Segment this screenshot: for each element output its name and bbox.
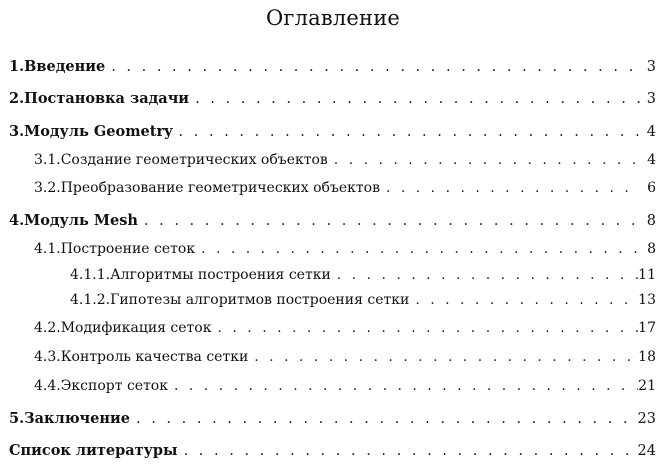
toc-entry-number: 4.3. (34, 349, 61, 365)
dot-leader (134, 411, 638, 427)
toc-entry-number: 4.1. (34, 241, 61, 257)
dot-leader (335, 267, 638, 283)
toc-entry-label: Преобразование геометрических объектов (60, 180, 380, 196)
dot-leader (216, 320, 639, 336)
toc-entry-mesh-module[interactable] (0, 212, 656, 234)
dot-leader (177, 124, 640, 140)
toc-entry-bibliography[interactable] (0, 442, 656, 464)
toc-entry-number: 5. (9, 410, 25, 427)
toc-entry-label: Контроль качества сетки (60, 349, 249, 365)
toc-entry-label: Модуль Mesh (24, 212, 138, 229)
toc-entry-mesh-building[interactable] (0, 241, 656, 263)
dot-leader (413, 292, 638, 308)
toc-entry-page: 18 (638, 349, 656, 365)
toc-entry-label: Экспорт сеток (60, 378, 168, 394)
dot-leader (109, 59, 640, 75)
dot-leader (142, 213, 640, 229)
toc-entry-number: 3.2. (34, 180, 61, 196)
toc-entry-page: 17 (638, 320, 656, 336)
toc-entry-page: 3 (646, 91, 656, 107)
toc-entry-page: 4 (646, 124, 656, 140)
dot-leader (172, 378, 638, 394)
toc-entry-number: 2. (9, 90, 25, 107)
toc-entry-mesh-export[interactable] (0, 378, 656, 400)
toc-entry-page: 23 (637, 411, 656, 427)
toc-entry-label: Модификация сеток (60, 320, 212, 336)
toc-entry-label: Гипотезы алгоритмов построения сетки (110, 292, 410, 308)
toc-entry-geometry-creation[interactable] (0, 152, 656, 174)
toc-entry-number: 4. (9, 212, 25, 229)
toc-entry-page: 24 (637, 443, 656, 459)
toc-entry-algorithm-hypotheses[interactable] (0, 292, 656, 314)
toc-entry-conclusion[interactable] (0, 410, 656, 432)
toc-entry-page: 11 (638, 267, 656, 283)
toc-entry-page: 6 (647, 180, 656, 196)
toc-entry-label: Построение сеток (60, 241, 196, 257)
toc-entry-introduction[interactable] (0, 58, 656, 80)
toc-entry-number: 4.1.2. (70, 292, 111, 308)
toc-entry-page: 8 (647, 241, 656, 257)
toc-entry-label: Постановка задачи (24, 90, 190, 107)
toc-entry-number: 1. (9, 58, 25, 75)
toc-entry-number: 4.1.1. (70, 267, 111, 283)
toc-entry-geometry-module[interactable] (0, 123, 656, 145)
dot-leader (332, 152, 640, 168)
toc-entry-number: 3.1. (34, 152, 61, 168)
toc-entry-mesh-quality[interactable] (0, 349, 656, 371)
dot-leader (199, 241, 640, 257)
toc-entry-mesh-algorithms[interactable] (0, 267, 656, 289)
toc-entry-label: Модуль Geometry (24, 123, 173, 140)
toc-entry-mesh-modification[interactable] (0, 320, 656, 342)
toc-entry-page: 4 (647, 152, 656, 168)
toc-entry-label: Создание геометрических объектов (60, 152, 328, 168)
toc-entry-geometry-transformation[interactable] (0, 180, 656, 202)
dot-leader (182, 443, 638, 459)
toc-entry-page: 3 (646, 59, 656, 75)
page-title: Оглавление (265, 6, 401, 30)
toc-entry-page: 21 (638, 378, 656, 394)
dot-leader (384, 180, 640, 196)
toc-entry-label: Список литературы (9, 442, 178, 459)
toc-entry-number: 4.4. (34, 378, 61, 394)
toc-entry-page: 8 (646, 213, 656, 229)
toc-entry-number: 4.2. (34, 320, 61, 336)
toc-entry-problem-statement[interactable] (0, 90, 656, 112)
toc-entry-label: Алгоритмы построения сетки (110, 267, 331, 283)
toc-entry-label: Заключение (24, 410, 130, 427)
dot-leader (193, 91, 640, 107)
toc-entry-page: 13 (638, 292, 656, 308)
toc-entry-number: 3. (9, 123, 25, 140)
toc-entry-label: Введение (24, 58, 106, 75)
dot-leader (252, 349, 638, 365)
